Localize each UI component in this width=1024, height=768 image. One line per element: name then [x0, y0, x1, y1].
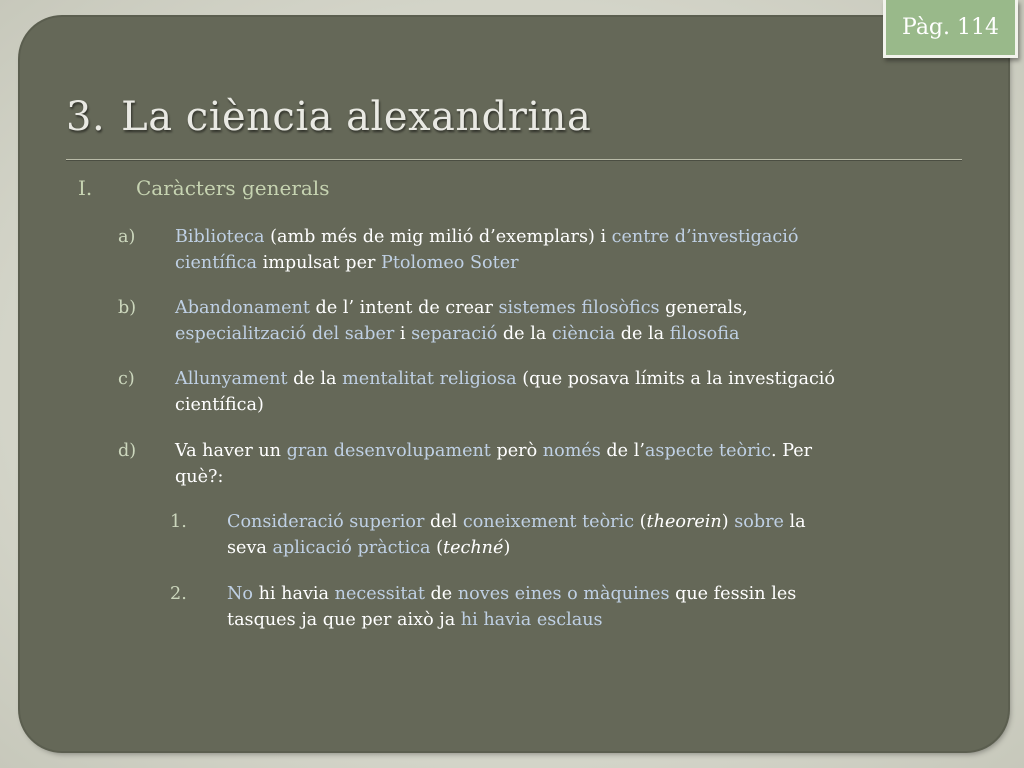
text-segment: però	[490, 441, 543, 461]
text-segment: de la	[497, 324, 552, 344]
text-segment: la	[783, 512, 806, 532]
highlighted-term: coneixement teòric	[462, 512, 635, 532]
text-segment: de la	[287, 369, 343, 389]
text-segment: impulsat per	[257, 253, 381, 273]
text-line	[227, 509, 947, 535]
list-marker: d)	[118, 441, 137, 461]
text-segment: científica)	[175, 395, 264, 415]
sub-list-marker: 2.	[170, 584, 187, 604]
text-line	[175, 392, 935, 418]
text-segment: què?:	[175, 467, 224, 487]
highlighted-term: filosofia	[669, 324, 740, 344]
sub-list-marker: 1.	[170, 512, 187, 532]
highlighted-term: Consideració superior	[227, 512, 425, 532]
text-segment: seva	[227, 538, 273, 558]
highlighted-term: Abandonament	[175, 298, 310, 318]
text-segment: Va haver un	[175, 441, 287, 461]
section-marker: I.	[78, 176, 93, 200]
text-segment: i	[394, 324, 412, 344]
text-line	[227, 607, 947, 633]
text-line	[175, 366, 935, 392]
highlighted-term: Allunyament	[175, 369, 288, 389]
text-segment: (	[634, 512, 647, 532]
text-segment: )	[721, 512, 735, 532]
list-item-text	[175, 438, 935, 490]
list-marker: b)	[118, 298, 137, 318]
page-number-label: Pàg. 114	[902, 15, 999, 40]
list-item-text	[175, 295, 935, 347]
sub-list-item-text	[227, 581, 947, 633]
list-marker: c)	[118, 369, 135, 389]
highlighted-term: mentalitat religiosa	[342, 369, 517, 389]
list-item-text	[175, 366, 935, 418]
text-segment: )	[503, 538, 511, 558]
text-line	[175, 295, 935, 321]
highlighted-term: aspecte teòric	[644, 441, 772, 461]
text-segment: de la	[615, 324, 670, 344]
highlighted-term: aplicació pràctica	[272, 538, 431, 558]
highlighted-term: centre d’investigació	[611, 227, 799, 247]
text-segment: (amb més de mig milió d’exemplars) i	[264, 227, 612, 247]
highlighted-term: especialització del saber	[175, 324, 395, 344]
text-segment: de l’	[600, 441, 645, 461]
text-segment: techné	[443, 538, 504, 558]
text-segment: (	[430, 538, 444, 558]
highlighted-term: separació	[411, 324, 498, 344]
highlighted-term: ciència	[551, 324, 616, 344]
text-segment: generals,	[659, 298, 748, 318]
text-segment: tasques ja que per això ja	[227, 610, 461, 630]
text-line	[175, 250, 935, 276]
text-segment: theorein	[646, 512, 722, 532]
highlighted-term: noves eines o màquines	[457, 584, 670, 604]
text-segment: hi havia	[253, 584, 335, 604]
highlighted-term: només	[542, 441, 601, 461]
highlighted-term: científica	[175, 253, 257, 273]
highlighted-term: sobre	[734, 512, 784, 532]
highlighted-term: gran desenvolupament	[286, 441, 491, 461]
sub-list-item-text	[227, 509, 947, 561]
text-segment: que fessin les	[669, 584, 797, 604]
text-segment: de	[424, 584, 458, 604]
highlighted-term: No	[227, 584, 253, 604]
text-line	[227, 535, 947, 561]
highlighted-term: Ptolomeo Soter	[380, 253, 519, 273]
text-segment: de l’ intent de crear	[309, 298, 499, 318]
highlighted-term: hi havia esclaus	[460, 610, 603, 630]
section-label: Caràcters generals	[136, 176, 330, 200]
text-segment: (que posava límits a la investigació	[516, 369, 836, 389]
highlighted-term: sistemes filosòfics	[498, 298, 660, 318]
list-item-text	[175, 224, 935, 276]
text-line	[175, 438, 935, 464]
title-number: 3.	[66, 94, 106, 140]
text-line	[175, 464, 935, 490]
highlighted-term: necessitat	[334, 584, 425, 604]
highlighted-term: Biblioteca	[175, 227, 265, 247]
text-line	[175, 224, 935, 250]
title-text: La ciència alexandrina	[121, 94, 592, 140]
text-segment: . Per	[771, 441, 813, 461]
text-line	[175, 321, 935, 347]
text-line	[227, 581, 947, 607]
text-segment: del	[424, 512, 463, 532]
list-marker: a)	[118, 227, 136, 247]
